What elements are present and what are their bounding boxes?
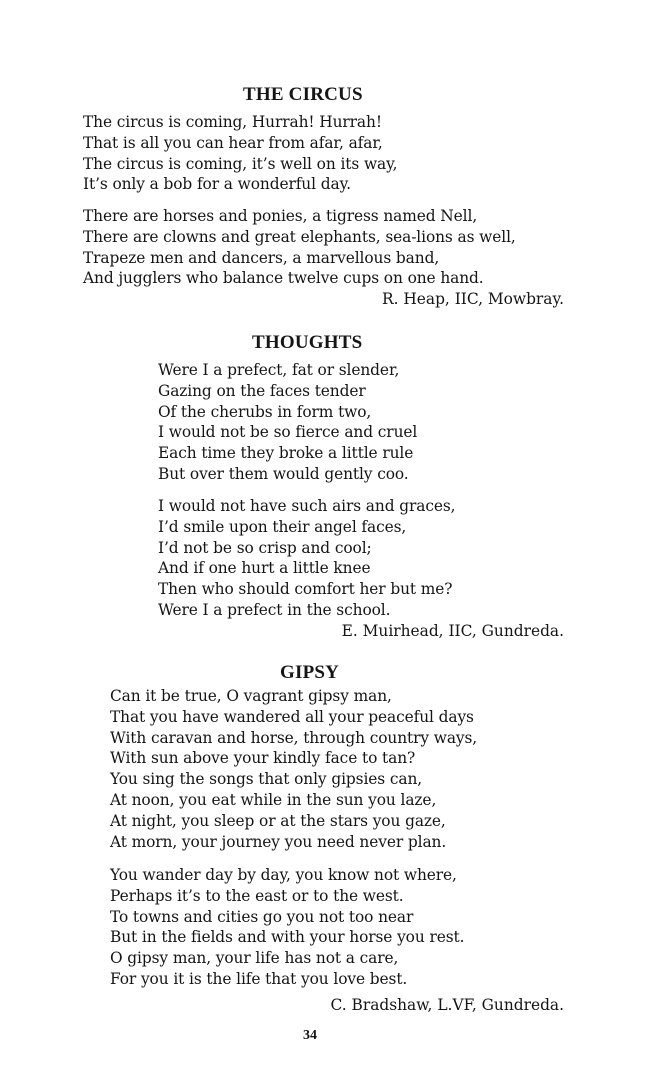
poem-line: I would not have such airs and graces, xyxy=(158,497,456,515)
poem-title: THOUGHTS xyxy=(252,332,363,353)
poem-line: For you it is the life that you love best. xyxy=(110,969,408,988)
poem-line: Each time they broke a little rule xyxy=(158,444,414,463)
poem-author: C. Bradshaw, L.VF, Gundreda. xyxy=(330,996,564,1014)
poem-line: With caravan and horse, through country ways, xyxy=(110,728,478,747)
poem-line: At morn, your journey you need never plan. xyxy=(110,832,447,851)
poem-stanza xyxy=(110,865,464,990)
poem-line: You sing the songs that only gipsies can, xyxy=(110,770,423,789)
poem-line: It’s only a bob for a wonderful day. xyxy=(83,175,351,194)
poem-line: Were I a prefect in the school. xyxy=(158,600,391,619)
poem-line: That is all you can hear from afar, afar, xyxy=(83,133,383,152)
poem-line: There are clowns and great elephants, sea-lions as well, xyxy=(83,227,516,246)
poem-line: With sun above your kindly face to tan? xyxy=(110,749,416,768)
poem-line: At night, you sleep or at the stars you gaze, xyxy=(110,811,446,830)
poem-title: GIPSY xyxy=(280,662,340,683)
poem-line: Perhaps it’s to the east or to the west. xyxy=(110,886,404,905)
poem-line: There are horses and ponies, a tigress named Nell, xyxy=(83,207,478,225)
poem-line: That you have wandered all your peaceful days xyxy=(110,707,474,726)
poem-line: The circus is coming, Hurrah! Hurrah! xyxy=(83,113,382,131)
poem-line: But over them would gently coo. xyxy=(158,464,409,483)
poem-title: THE CIRCUS xyxy=(243,84,363,105)
poem-line: I’d smile upon their angel faces, xyxy=(158,517,407,536)
poem-line: And jugglers who balance twelve cups on one hand. xyxy=(83,269,484,288)
poem-author: R. Heap, IIC, Mowbray. xyxy=(381,290,564,308)
poem-line: Then who should comfort her but me? xyxy=(158,580,453,599)
poem-line: At noon, you eat while in the sun you laze, xyxy=(110,790,437,809)
poem-line: O gipsy man, your life has not a care, xyxy=(110,949,399,968)
poem-line: Of the cherubs in form two, xyxy=(158,402,372,421)
poem-line: Were I a prefect, fat or slender, xyxy=(158,361,400,379)
poem-author: E. Muirhead, IIC, Gundreda. xyxy=(341,622,564,640)
poem-line: And if one hurt a little knee xyxy=(158,559,371,578)
poem-line: I would not be so fierce and cruel xyxy=(158,423,418,442)
poem-line: Can it be true, O vagrant gipsy man, xyxy=(110,687,392,705)
poem-line: To towns and cities go you not too near xyxy=(110,907,414,926)
poem-line: I’d not be so crisp and cool; xyxy=(158,538,372,557)
poem-line: Gazing on the faces tender xyxy=(158,381,366,400)
poem-stanza xyxy=(110,686,477,852)
poem-line: But in the fields and with your horse you rest. xyxy=(110,928,465,947)
poem-line: Trapeze men and dancers, a marvellous band, xyxy=(83,248,440,267)
poem-line: You wander day by day, you know not where, xyxy=(110,866,457,884)
poem-line: The circus is coming, it’s well on its way, xyxy=(83,154,398,173)
page-number: 34 xyxy=(303,1028,317,1043)
